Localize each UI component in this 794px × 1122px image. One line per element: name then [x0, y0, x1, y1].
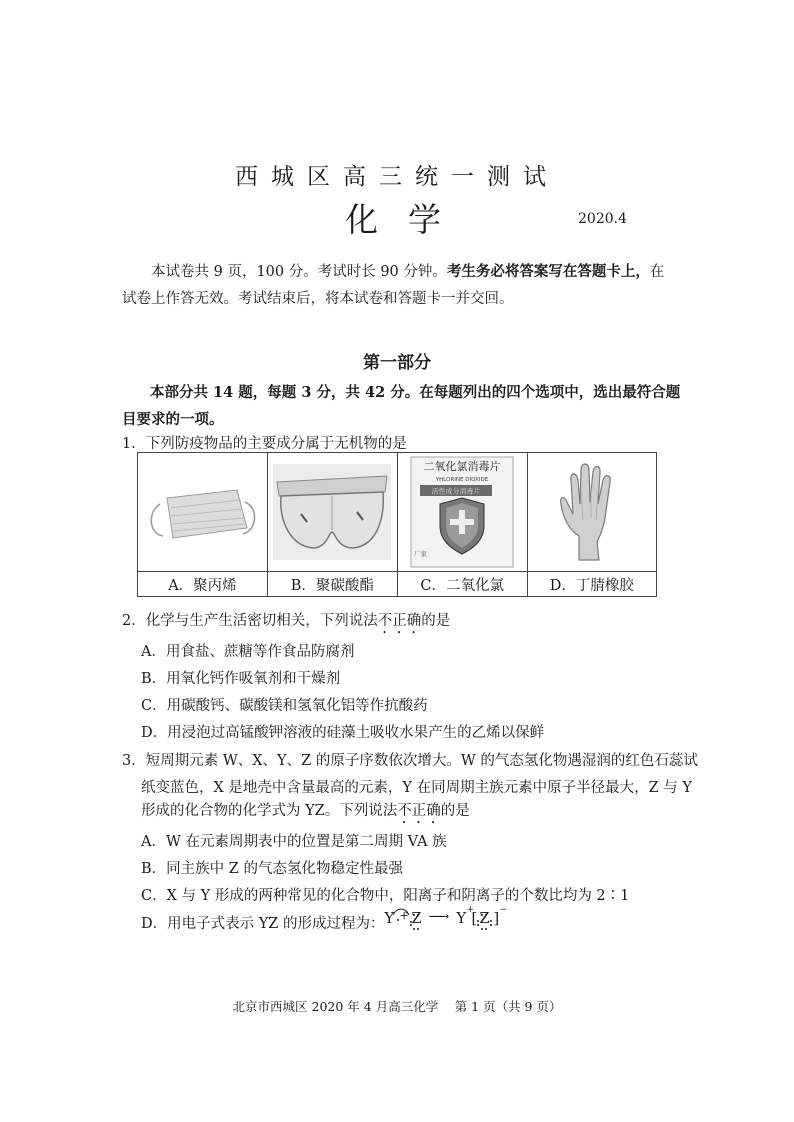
- question-3-option-b: B．同主族中 Z 的气态氢化物稳定性最强: [141, 861, 403, 877]
- question-3-option-d: [141, 905, 515, 933]
- face-mask-icon: [138, 453, 267, 571]
- exam-title: 西城区高三统一测试: [235, 164, 559, 190]
- electron-formula: [384, 905, 515, 931]
- formula-y-charge: +: [466, 905, 475, 915]
- question-3-stem-line-3: [141, 799, 470, 827]
- question-2-option-a: A．用食盐、蔗糖等作食品防腐剂: [141, 644, 355, 660]
- package-band-text: 活性成分消毒片: [431, 487, 481, 496]
- question-3-option-c: C．X 与 Y 形成的两种常见的化合物中，阳离子和阴离子的个数比均为 2∶1: [141, 888, 630, 904]
- page-footer: 北京市西城区 2020 年 4 月高三化学 第 1 页（共 9 页）: [232, 999, 562, 1014]
- package-maker-text: 厂家: [414, 550, 428, 558]
- option-b-label: B．聚碳酸酯: [267, 572, 397, 597]
- question-1-options-table: [137, 452, 657, 597]
- formula-z-atom: Z: [411, 911, 422, 927]
- question-3-stem-end: 的是: [440, 803, 470, 819]
- instructions-bold-text: 考生务必将答案写在答题卡上，: [446, 263, 650, 280]
- safety-goggles-icon: [268, 453, 397, 571]
- question-2-option-c: C．用碳酸钙、碳酸镁和氢氧化铝等作抗酸药: [141, 698, 428, 714]
- part-one-title: 第一部分: [363, 353, 431, 373]
- formula-z-charge: −: [499, 905, 508, 915]
- question-2-option-b: B．用氧化钙作吸氧剂和干燥剂: [141, 671, 341, 687]
- exam-date: 2020.4: [578, 211, 627, 227]
- instructions-text-end: 在试卷上作答无效。考试结束后，将本试卷和答题卡一并交回。: [122, 264, 665, 307]
- option-a-label: A．聚丙烯: [138, 572, 268, 597]
- package-title: 二氧化氯消毒片: [423, 460, 501, 473]
- question-2-option-d: D．用浸泡过高锰酸钾溶液的硅藻土吸收水果产生的乙烯以保鲜: [141, 725, 545, 741]
- option-b-image-cell: [267, 453, 397, 572]
- question-3-option-a: A．W 在元素周期表中的位置是第二周期 VA 族: [141, 834, 447, 850]
- chlorine-dioxide-tablet-package-icon: [398, 453, 527, 571]
- formula-plus: +: [399, 909, 409, 922]
- question-3-option-d-text: D．用电子式表示 YZ 的形成过程为：: [141, 916, 385, 932]
- formula-arrow: ⟶: [428, 909, 450, 925]
- part-one-instructions: 本部分共 14 题，每题 3 分，共 42 分。在每题列出的四个选项中，选出最符合题目要求的一项。: [122, 384, 681, 428]
- option-c-label: C．二氧化氯: [397, 572, 527, 597]
- question-2-stem-text: 2．化学与生产生活密切相关，下列说法: [122, 613, 378, 629]
- question-2-stem: [122, 609, 450, 637]
- option-a-image-cell: [138, 453, 268, 572]
- question-2-emphasis: 不正确: [377, 613, 422, 629]
- question-2-stem-end: 的是: [421, 613, 451, 629]
- formula-y-atom: Y: [384, 911, 395, 927]
- option-d-label: D．丁腈橡胶: [527, 572, 656, 597]
- exam-instructions: [122, 258, 677, 313]
- formula-z-ion: Z: [479, 911, 490, 927]
- formula-right-bracket: ]: [493, 911, 500, 927]
- option-d-image-cell: [527, 453, 656, 572]
- subject-title: 化学: [345, 200, 471, 239]
- option-c-image-cell: [397, 453, 527, 572]
- question-3-stem-line-2: 纸变蓝色，X 是地壳中含量最高的元素，Y 在同周期主族元素中原子半径最大，Z 与 Y: [141, 780, 692, 796]
- question-1-stem: 1．下列防疫物品的主要成分属于无机物的是: [122, 436, 407, 452]
- formula-y-ion: Y: [456, 911, 467, 927]
- package-subtitle: YHLORINE DIOXIDE: [435, 477, 489, 483]
- rubber-glove-icon: [528, 453, 656, 571]
- question-3-stem-line-1: 3．短周期元素 W、X、Y、Z 的原子序数依次增大。W 的气态氢化物遇湿润的红色石蕊试: [122, 753, 698, 769]
- formula-left-bracket: [: [471, 911, 478, 927]
- question-3-stem-text: 形成的化合物的化学式为 YZ。下列说法: [141, 803, 398, 819]
- instructions-text: 本试卷共 9 页，100 分。考试时长 90 分钟。: [151, 264, 447, 280]
- question-3-emphasis: 不正确: [397, 803, 441, 819]
